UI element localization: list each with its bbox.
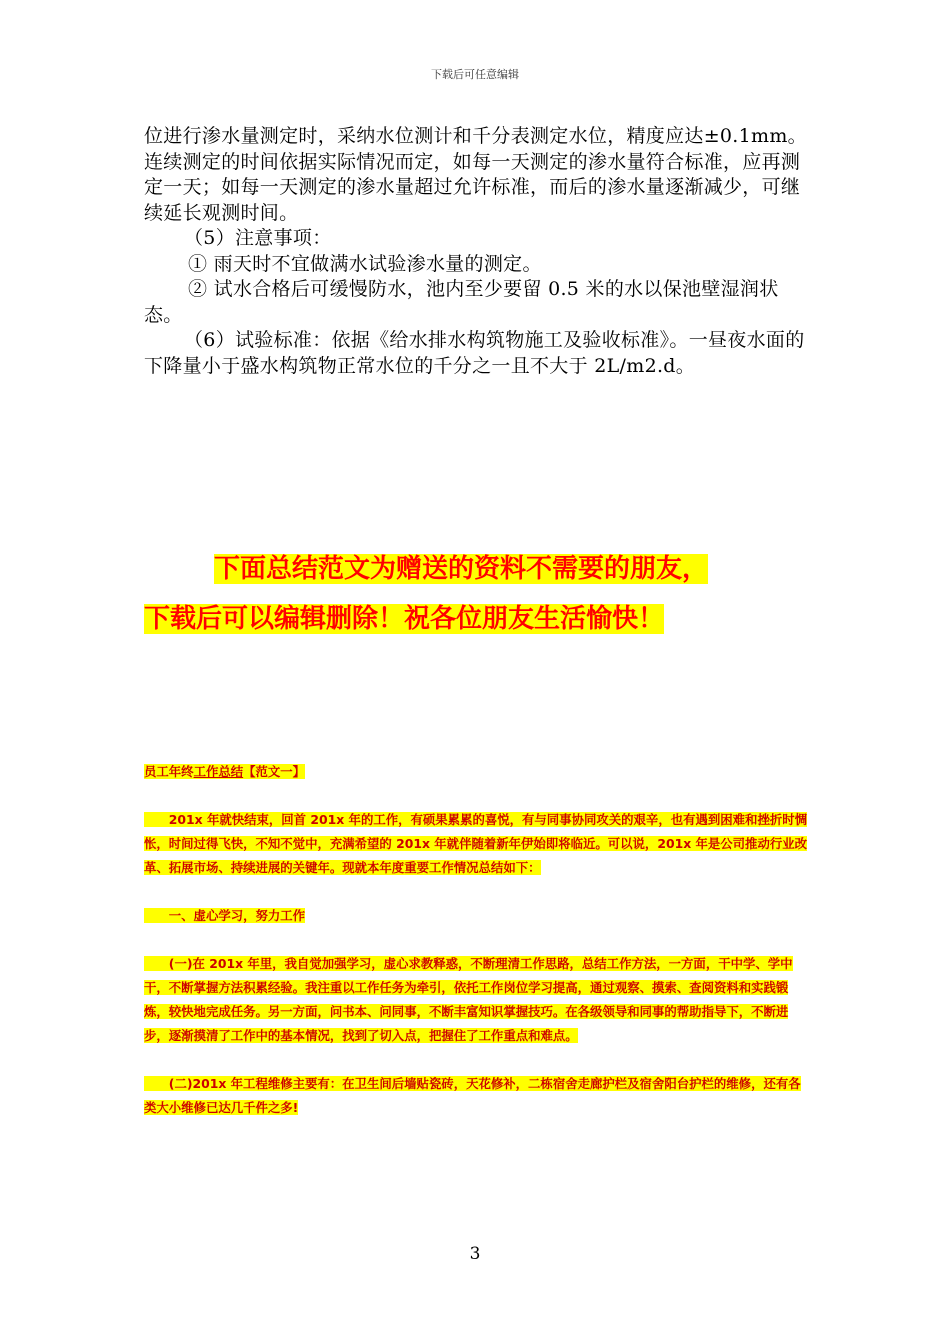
essay-title: 员工年终工作总结【范文一】	[144, 764, 306, 779]
essay-paragraph: (一)在 201x 年里，我自觉加强学习，虚心求教释惑，不断理清工作思路，总结工作方法，一方面，干中学、学中干，不断掌握方法积累经验。我注重以工作任务为牵引，依托工作岗位学习提高，通过观察、摸索、查阅资料和实践锻炼，较快地完成任务。另一方面，问书本、问同事，不断丰富知识掌握技巧。在各级领导和同事的帮助指导下，不断进步，逐渐摸清了工作中的基本情况，找到了切入点，把握住了工作重点和难点。	[144, 956, 793, 1043]
essay-paragraph: (二)201x 年工程维修主要有：在卫生间后墙贴瓷砖，天花修补，二栋宿舍走廊护栏及宿舍阳台护栏的维修，还有各类大小维修已达几千件之多!	[144, 1076, 801, 1115]
title-link[interactable]: 工作总结	[193, 764, 244, 779]
item-5: （5）注意事项：	[184, 227, 332, 249]
body-text	[144, 124, 816, 379]
page-number: 3	[469, 1244, 481, 1264]
page-header: 下载后可任意编辑	[431, 68, 519, 81]
note-2: ② 试水合格后可缓慢防水，池内至少要留 0.5 米的水以保池壁湿润状态。	[144, 278, 779, 326]
essay	[144, 760, 808, 1120]
essay-heading: 一、虚心学习，努力工作	[144, 908, 306, 923]
announcement-line-1: 下面总结范文为赠送的资料不需要的朋友，	[214, 554, 709, 584]
note-1: ① 雨天时不宜做满水试验渗水量的测定。	[188, 252, 542, 275]
item-6: （6）试验标准：依据《给水排水构筑物施工及验收标准》。一昼夜水面的下降量小于盛水构筑物正常水位的千分之一且不大于 2L/m2.d。	[144, 329, 805, 377]
paragraph: 位进行渗水量测定时，采纳水位测计和千分表测定水位，精度应达±0.1mm。连续测定的时间依据实际情况而定，如每一天测定的渗水量符合标准，应再测定一天；如每一天测定的渗水量超过允许标准，而后的渗水量逐渐减少，可继续延长观测时间。	[144, 125, 807, 224]
announcement-line-2: 下载后可以编辑删除！祝各位朋友生活愉快！	[144, 604, 665, 634]
essay-paragraph: 201x 年就快结束，回首 201x 年的工作，有硕果累累的喜悦，有与同事协同攻关的艰辛，也有遇到困难和挫折时惆怅，时间过得飞快，不知不觉中，充满希望的 201x 年就伴随着新年伊始即将临近。可以说，201x 年是公司推动行业改革、拓展市场、持续进展的关键年。现就本年度重要工作情况总结如下：	[144, 812, 808, 875]
